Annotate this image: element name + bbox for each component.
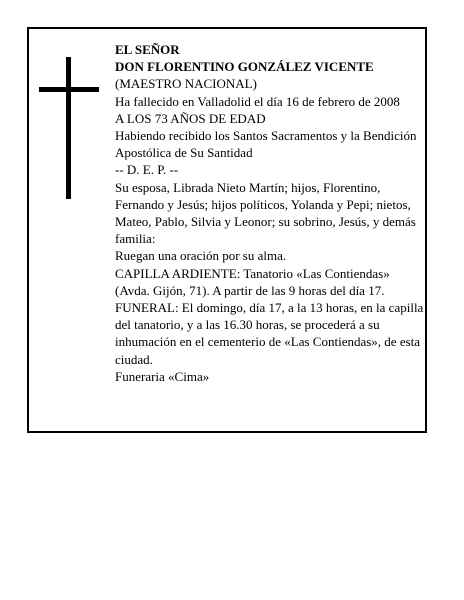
funeral-info: FUNERAL: El domingo, día 17, a la 13 horas, en la capilla del tanatorio, y a las 16.30 horas, se procederá a su inhumación en el cementerio de «Las Contiendas», de esta ciudad. [115,300,424,367]
deceased-name: DON FLORENTINO GONZÁLEZ VICENTE [115,59,374,75]
funeral-home: Funeraria «Cima» [115,368,210,384]
rip-line: -- D. E. P. -- [115,162,179,178]
notice-text [115,41,427,385]
cross-vertical-bar [66,57,71,199]
cross-horizontal-bar [39,87,99,92]
cross-icon [39,57,99,199]
prayer-request: Ruegan una oración por su alma. [115,248,287,264]
obituary-notice [27,27,427,433]
sacraments-statement: Habiendo recibido los Santos Sacramentos y la Bendición Apostólica de Su Santidad [115,128,417,161]
age-statement: A LOS 73 AÑOS DE EDAD [115,110,266,126]
death-statement: Ha fallecido en Valladolid el día 16 de febrero de 2008 [115,93,400,109]
family-list: Su esposa, Librada Nieto Martín; hijos, Florentino, Fernando y Jesús; hijos políticos, Yolanda y Pepi; nietos, Mateo, Pablo, Silvia y Leonor; su sobrino, Jesús, y demás familia: [115,179,416,247]
profession: (MAESTRO NACIONAL) [115,76,257,92]
chapel-info: CAPILLA ARDIENTE: Tanatorio «Las Contiendas» (Avda. Gijón, 71). A partir de las 9 horas del día 17. [115,265,390,298]
honorific: EL SEÑOR [115,42,180,57]
